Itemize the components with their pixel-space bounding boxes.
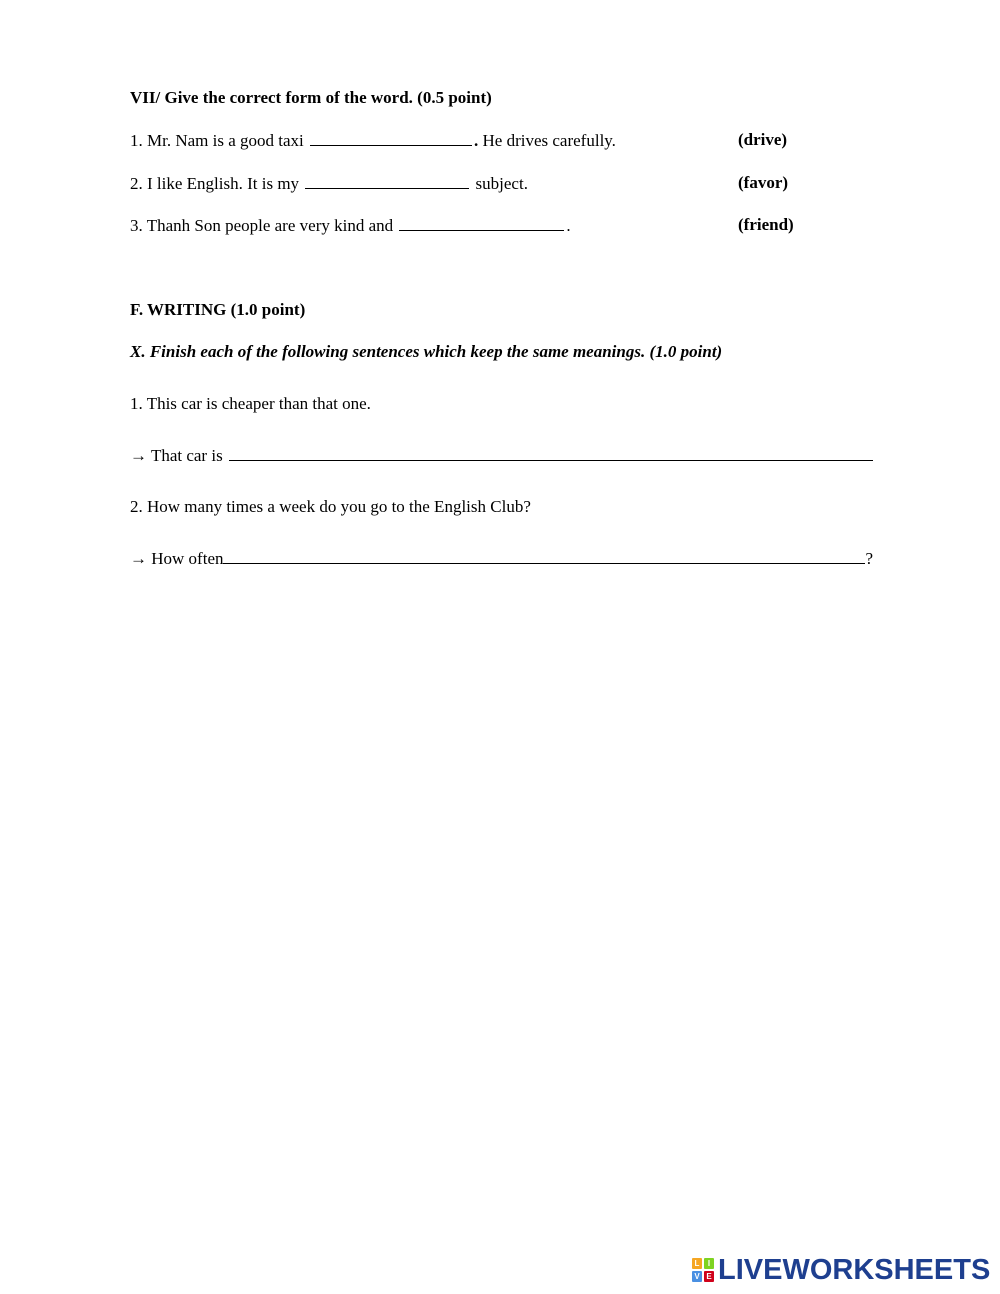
liveworksheets-logo [692, 1254, 992, 1286]
logo-icon-letter: E [704, 1271, 714, 1282]
exercise-item-2 [130, 173, 528, 194]
writing-answer-2 [130, 548, 873, 569]
answer-blank[interactable] [305, 173, 469, 189]
answer-line[interactable] [223, 548, 865, 564]
logo-icon-letter: V [692, 1271, 702, 1282]
section-x-subheading: X. Finish each of the following sentences which keep the same meanings. (1.0 point) [130, 342, 723, 361]
item-text: 3. Thanh Son people are very kind and [130, 216, 394, 235]
answer-blank[interactable] [399, 215, 564, 231]
logo-icon-letter: L [692, 1258, 702, 1269]
item-text-after: subject. [471, 174, 528, 193]
answer-line[interactable] [229, 445, 873, 461]
item-text-after: . [566, 216, 571, 235]
answer-blank[interactable] [310, 130, 472, 146]
logo-icon-letter: I [704, 1258, 714, 1269]
logo-icon [692, 1258, 714, 1282]
exercise-item-3 [130, 215, 571, 236]
item-text: 2. I like English. It is my [130, 174, 300, 193]
answer-end-text: ? [865, 549, 874, 568]
writing-prompt-1: 1. This car is cheaper than that one. [130, 394, 371, 413]
item-text: 1. Mr. Nam is a good taxi [130, 131, 304, 150]
exercise-item-1 [130, 130, 616, 151]
item-text-after: He drives carefully. [478, 131, 616, 150]
section-vii-heading: VII/ Give the correct form of the word. (0.5 point) [130, 88, 492, 107]
item-punct: . [474, 131, 479, 150]
writing-prompt-2: 2. How many times a week do you go to the English Club? [130, 497, 531, 516]
answer-start-text: → That car is [130, 446, 223, 465]
answer-start-text: → How often [130, 549, 224, 568]
word-hint: (drive) [738, 130, 788, 149]
writing-answer-1 [130, 445, 875, 466]
word-hint: (friend) [738, 215, 794, 234]
logo-text: LIVEWORKSHEETS [718, 1254, 991, 1286]
section-f-heading: F. WRITING (1.0 point) [130, 300, 306, 319]
word-hint: (favor) [738, 173, 789, 192]
